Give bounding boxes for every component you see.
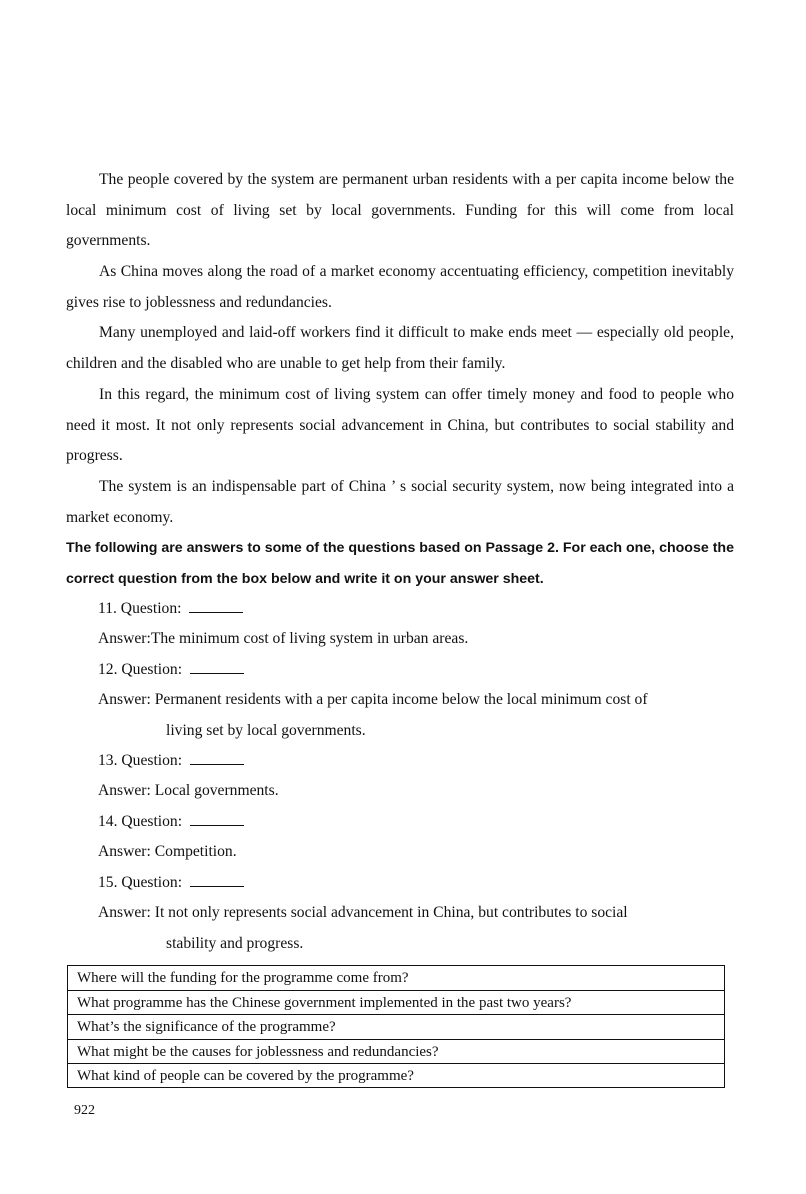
answer-11: Answer:The minimum cost of living system in urban areas. bbox=[98, 630, 469, 647]
answer-12: Answer: Permanent residents with a per capita income below the local minimum cost of living set by local governments. bbox=[98, 691, 648, 739]
question-box bbox=[67, 965, 725, 1088]
page-number: 922 bbox=[74, 1103, 95, 1118]
answer-blank bbox=[189, 598, 243, 613]
question-13: 13. Question: bbox=[98, 750, 244, 772]
instructions: The following are answers to some of the questions based on Passage 2. For each one, choose the correct question from the box below and write it on your answer sheet. bbox=[66, 540, 734, 587]
answer-13: Answer: Local governments. bbox=[98, 782, 279, 799]
answer-blank bbox=[190, 811, 244, 826]
passage-paragraph-1: The people covered by the system are permanent urban residents with a per capita income below the local minimum cost of living set by local governments. Funding for this will come from local governments. bbox=[66, 171, 734, 250]
answer-blank bbox=[190, 659, 244, 674]
question-option: What might be the causes for joblessness and redundancies? bbox=[68, 1040, 724, 1065]
question-14: 14. Question: bbox=[98, 811, 244, 833]
answer-blank bbox=[190, 872, 244, 887]
passage-paragraph-5: The system is an indispensable part of China ’ s social security system, now being integrated into a market economy. bbox=[66, 478, 734, 526]
question-option: What’s the significance of the programme? bbox=[68, 1015, 724, 1040]
answer-15: Answer: It not only represents social advancement in China, but contributes to social stability and progress. bbox=[98, 904, 628, 952]
question-11: 11. Question: bbox=[98, 598, 243, 620]
answer-14: Answer: Competition. bbox=[98, 843, 237, 860]
question-option: Where will the funding for the programme come from? bbox=[68, 966, 724, 991]
passage-paragraph-2: As China moves along the road of a market economy accentuating efficiency, competition inevitably gives rise to joblessness and redundancies. bbox=[66, 263, 734, 311]
question-15: 15. Question: bbox=[98, 872, 244, 894]
question-option: What kind of people can be covered by the programme? bbox=[77, 1068, 414, 1085]
passage-paragraph-4: In this regard, the minimum cost of living system can offer timely money and food to people who need it most. It not only represents social advancement in China, but contributes to social stability and progress. bbox=[66, 386, 734, 465]
answer-blank bbox=[190, 750, 244, 765]
question-12: 12. Question: bbox=[98, 659, 244, 681]
passage-paragraph-3: Many unemployed and laid-off workers find it difficult to make ends meet — especially old people, children and the disabled who are unable to get help from their family. bbox=[66, 324, 734, 372]
question-option: What programme has the Chinese government implemented in the past two years? bbox=[68, 991, 724, 1016]
